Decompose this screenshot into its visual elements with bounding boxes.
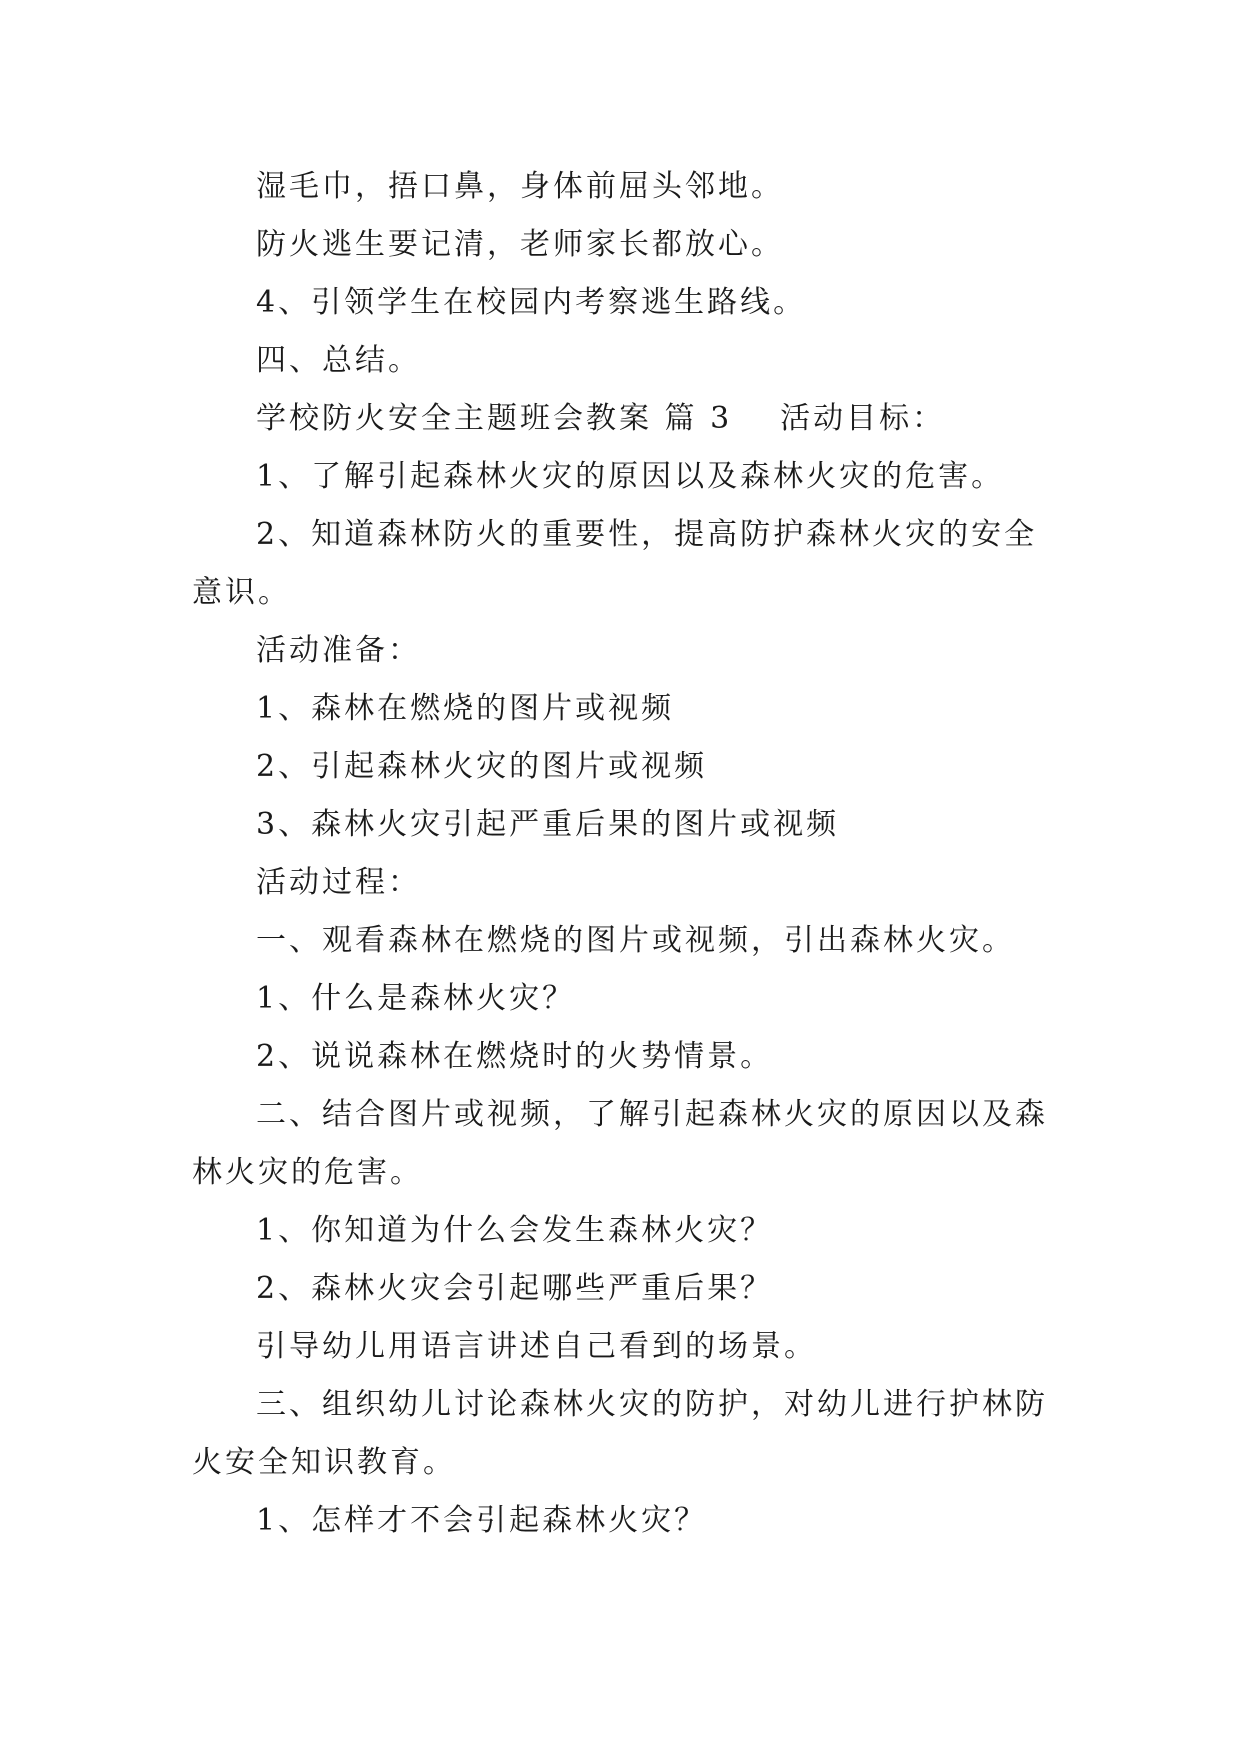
text-line: 4、引领学生在校园内考察逃生路线。 (256, 285, 807, 320)
text-line: 1、了解引起森林火灾的原因以及森林火灾的危害。 (256, 459, 1005, 494)
text-line: 活动准备： (256, 633, 421, 668)
activity-goals-label: 活动目标： (780, 401, 946, 436)
text-line: 2、知道森林防火的重要性，提高防护森林火灾的安全 (256, 517, 1038, 552)
document-body (192, 158, 1052, 1550)
text-line: 二、结合图片或视频，了解引起森林火灾的原因以及森 (256, 1097, 1048, 1132)
text-line-continuation: 火安全知识教育。 (192, 1445, 456, 1480)
section-heading-line (192, 390, 1052, 448)
text-line: 1、你知道为什么会发生森林火灾？ (256, 1213, 774, 1248)
text-line: 2、说说森林在燃烧时的火势情景。 (256, 1039, 774, 1074)
text-line: 2、引起森林火灾的图片或视频 (256, 749, 708, 784)
text-line: 湿毛巾，捂口鼻，身体前屈头邻地。 (256, 169, 784, 204)
text-line: 2、森林火灾会引起哪些严重后果？ (256, 1271, 774, 1306)
text-line: 四、总结。 (256, 343, 421, 378)
text-line: 防火逃生要记清，老师家长都放心。 (256, 227, 784, 262)
text-line-continuation: 意识。 (192, 575, 291, 610)
text-line: 3、森林火灾引起严重后果的图片或视频 (256, 807, 840, 842)
text-line: 引导幼儿用语言讲述自己看到的场景。 (256, 1329, 817, 1364)
text-line: 一、观看森林在燃烧的图片或视频，引出森林火灾。 (256, 923, 1015, 958)
text-line: 三、组织幼儿讨论森林火灾的防护，对幼儿进行护林防 (256, 1387, 1048, 1422)
text-line: 1、什么是森林火灾？ (256, 981, 576, 1016)
text-line: 1、怎样才不会引起森林火灾？ (256, 1503, 708, 1538)
text-line: 1、森林在燃烧的图片或视频 (256, 691, 675, 726)
text-line-continuation: 林火灾的危害。 (192, 1155, 423, 1190)
text-line: 活动过程： (256, 865, 421, 900)
section-heading: 学校防火安全主题班会教案 篇 3 (256, 401, 733, 436)
